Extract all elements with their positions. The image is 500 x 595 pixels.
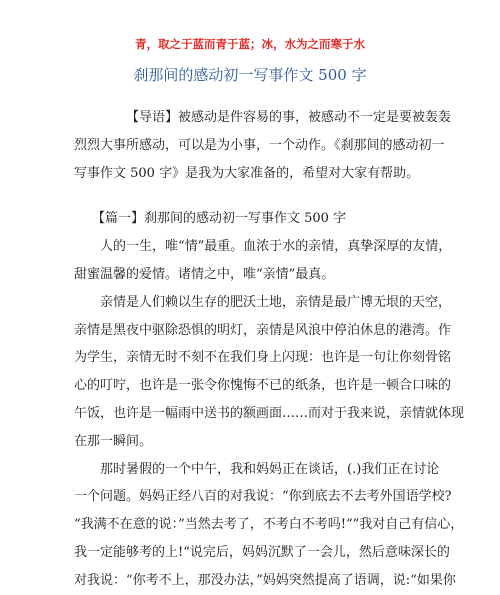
paragraph-line: 亲情是人们赖以生存的肥沃土地，亲情是最广博无垠的天空， <box>100 294 452 310</box>
document-body <box>74 104 465 595</box>
section-heading: 【篇一】刹那间的感动初一写事作文 500 字 <box>92 211 347 227</box>
paragraph-line: 亲情是黑夜中驱除恐惧的明灯，亲情是风浪中停泊休息的港湾。作 <box>74 322 452 338</box>
spacer <box>74 187 429 205</box>
paragraph-line: 我一定能够考的上!“说完后，妈妈沉默了一会儿，然后意味深长的 <box>74 544 450 560</box>
paragraph-line: 一个问题。妈妈正经八百的对我说：“你到底去不去考外国语学校? <box>74 489 452 505</box>
paragraph-line: 为学生，亲情无时不刻不在我们身上闪现：也许是一句让你刻骨铭 <box>74 350 452 366</box>
paragraph-line: 那时暑假的一个中午，我和妈妈正在谈话，(.)我们正在讨论 <box>100 461 440 477</box>
motto-banner: 青，取之于蓝而青于蓝；冰，水为之而寒于水 <box>135 37 365 51</box>
guide-line: 写事作文 500 字》是我为大家准备的，希望对大家有帮助。 <box>74 165 420 181</box>
document-title: 刹那间的感动初一写事作文 500 字 <box>133 66 367 84</box>
guide-line: 烈烈大事所感动，可以是为小事，一个动作。《刹那间的感动初一 <box>74 137 445 153</box>
paragraph-line: 心的叮咛，也许是一张令你愧悔不已的纸条，也许是一顿合口味的 <box>74 378 452 394</box>
paragraph-line: 甜蜜温馨的爱情。诸情之中，唯“亲情”最真。 <box>74 266 335 282</box>
paragraph-line: 对我说：“你考不上，那没办法，”妈妈突然提高了语调，说:“如果你 <box>74 572 456 588</box>
paragraph-line: “我满不在意的说：”当然去考了，不考白不考吗!“”我对自己有信心， <box>74 517 464 533</box>
paragraph-line: 午饭，也许是一幅雨中送书的额画面……而对于我来说，亲情就体现 <box>74 405 465 421</box>
paragraph-line: 在那一瞬间。 <box>74 433 153 449</box>
paragraph-line: 人的一生，唯“情”最重。血浓于水的亲情，真挚深厚的友情， <box>100 239 452 255</box>
guide-line: 【导语】被感动是件容易的事，被感动不一定是要被轰轰 <box>126 110 452 125</box>
